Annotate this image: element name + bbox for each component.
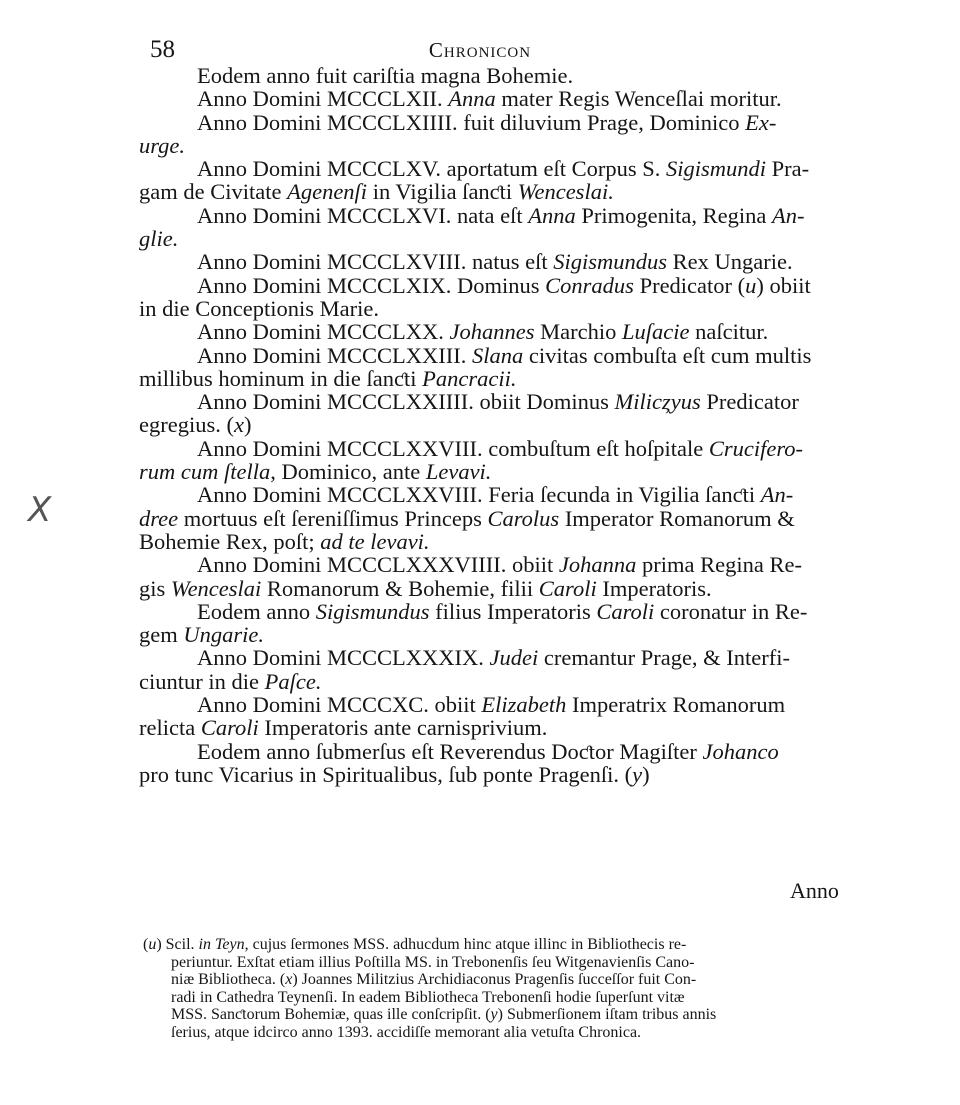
text-segment: Anno Domini MCCCLXXVIII. Feria ſecunda in Vigilia ſanƈti xyxy=(197,482,761,508)
italic-text-segment: An- xyxy=(771,202,805,228)
text-segment: gis xyxy=(139,575,171,601)
italic-text-segment: Caroli xyxy=(200,715,259,741)
text-segment: ſerius, atque idcirco anno 1393. accidiſſe memorant alia vetuſta Chronica. xyxy=(171,1023,642,1041)
page-number: 58 xyxy=(150,36,175,63)
italic-text-segment: ad te levavi. xyxy=(320,528,430,554)
text-segment: Predicator xyxy=(700,389,799,415)
text-segment: gam de Civitate xyxy=(139,179,288,205)
text-segment: egregius. ( xyxy=(139,412,234,438)
italic-text-segment: Ungarie. xyxy=(183,622,264,648)
text-segment: ) Submerſionem iſtam tribus annis xyxy=(497,1006,717,1024)
text-segment: ) obiit xyxy=(756,272,811,298)
italic-text-segment: An- xyxy=(760,482,794,508)
page-header xyxy=(0,36,960,66)
italic-text-segment: Johannes xyxy=(449,319,535,345)
body-text-line xyxy=(139,437,904,460)
italic-text-segment: Johanco xyxy=(702,738,779,764)
italic-text-segment: dree xyxy=(139,505,179,531)
body-text-line xyxy=(139,716,904,739)
footnote-line xyxy=(143,989,905,1007)
text-segment: ( xyxy=(143,936,149,953)
body-text-line xyxy=(139,600,904,623)
text-segment: gem xyxy=(139,622,184,648)
body-text-line xyxy=(139,763,904,786)
text-segment: filius Imperatoris xyxy=(429,598,597,624)
text-segment: Anno Domini MCCCLXII. xyxy=(197,86,449,112)
text-segment: cremantur Prage, & Interfi- xyxy=(538,645,791,671)
text-segment: Anno Domini MCCCLXVIII. natus eſt xyxy=(197,249,554,275)
italic-text-segment: Luſacie xyxy=(622,319,690,345)
body-text-line xyxy=(139,274,904,297)
text-segment: ) Joannes Militzius Archidiaconus Pragenſis ſucceſſor fuit Con- xyxy=(292,971,697,989)
body-text-line xyxy=(139,204,904,227)
body-text-line xyxy=(139,64,904,87)
body-text-line xyxy=(139,227,904,250)
text-segment: Imperatrix Romanorum xyxy=(566,692,786,718)
text-segment: Eodem anno ſubmerſus eſt Reverendus Doƈtor Magiſter xyxy=(197,738,703,764)
italic-text-segment: x xyxy=(233,412,244,438)
body-text-line xyxy=(139,693,904,716)
body-text-line xyxy=(139,134,904,157)
text-segment: , cujus ſermones MSS. adhucdum hinc atque illinc in Bibliothecis re- xyxy=(244,936,687,953)
footnote-line xyxy=(143,971,905,989)
italic-text-segment: u xyxy=(148,936,157,953)
text-segment: Predicator ( xyxy=(633,272,746,298)
body-text-line xyxy=(139,111,904,134)
text-segment: MSS. Sanƈtorum Bohemiæ, quas ille conſcripſit. ( xyxy=(171,1006,491,1024)
text-segment: Anno Domini MCCCLXIX. Dominus xyxy=(197,272,546,298)
body-text-line xyxy=(139,623,904,646)
text-segment: Primogenita, Regina xyxy=(575,202,772,228)
italic-text-segment: Ex- xyxy=(745,109,777,135)
italic-text-segment: Caroli xyxy=(538,575,597,601)
italic-text-segment: Pancracii. xyxy=(422,365,517,391)
italic-text-segment: Sigismundi xyxy=(665,156,766,182)
catchword: Anno xyxy=(790,878,839,903)
italic-text-segment: Crucifero- xyxy=(708,435,803,461)
italic-text-segment: x xyxy=(285,971,293,989)
text-segment: Romanorum & Bohemie, filii xyxy=(261,575,539,601)
italic-text-segment: rum cum ſtella xyxy=(139,459,271,485)
italic-text-segment: Agenenſi xyxy=(287,179,368,205)
italic-text-segment: Paſce. xyxy=(264,668,322,694)
text-segment: Anno Domini MCCCLXXVIII. combuſtum eſt hoſpitale xyxy=(197,435,709,461)
text-segment: ) Scil. xyxy=(156,936,199,953)
text-segment: ) xyxy=(243,412,252,438)
text-segment: Pra- xyxy=(766,156,810,182)
text-segment: Anno Domini MCCCXC. obiit xyxy=(197,692,482,718)
italic-text-segment: Sigismundus xyxy=(315,598,430,624)
body-text-line xyxy=(139,670,904,693)
footnote-line xyxy=(143,1006,905,1024)
text-segment: Anno Domini MCCCLXXXIX. xyxy=(197,645,490,671)
margin-annotation-mark: X xyxy=(28,490,52,530)
body-text-line xyxy=(139,250,904,273)
body-text-line xyxy=(139,646,904,669)
body-text-line xyxy=(139,297,904,320)
italic-text-segment: y xyxy=(632,761,643,787)
text-segment: Anno Domini MCCCLXIIII. fuit diluvium Prage, Dominico xyxy=(197,109,746,135)
text-segment: Anno Domini MCCCLXVI. nata eſt xyxy=(197,202,529,228)
body-text-line xyxy=(139,483,904,506)
italic-text-segment: Wenceslai. xyxy=(517,179,614,205)
italic-text-segment: Milicȥyus xyxy=(614,389,701,415)
text-segment: civitas combuſta eſt cum multis xyxy=(523,342,812,368)
text-segment: relicta xyxy=(139,715,201,741)
text-segment: prima Regina Re- xyxy=(636,552,802,578)
body-text-line xyxy=(139,180,904,203)
italic-text-segment: Wenceslai xyxy=(170,575,262,601)
footnote-line xyxy=(143,1024,905,1042)
text-segment: Eodem anno fuit cariſtia magna Bohemie. xyxy=(197,63,574,88)
body-text-line xyxy=(139,577,904,600)
body-text-line xyxy=(139,530,904,553)
italic-text-segment: urge. xyxy=(139,132,186,158)
text-segment: pro tunc Vicarius in Spiritualibus, ſub ponte Pragenſi. ( xyxy=(139,761,633,787)
italic-text-segment: glie. xyxy=(139,226,179,252)
text-segment: mater Regis Wenceſlai moritur. xyxy=(495,86,782,112)
text-segment: Bohemie Rex, poſt; xyxy=(139,528,321,554)
italic-text-segment: Anna xyxy=(528,202,576,228)
text-segment: , Dominico, ante xyxy=(270,459,426,485)
text-segment: radi in Cathedra Teynenſi. In eadem Bibliotheca Trebonenſi hodie ſuperſunt vitæ xyxy=(171,988,685,1006)
running-title: Chronicon xyxy=(428,38,532,62)
text-segment: Anno Domini MCCCLXV. aportatum eſt Corpus S. xyxy=(197,156,666,182)
italic-text-segment: Conradus xyxy=(545,272,634,298)
italic-text-segment: Sigismundus xyxy=(553,249,667,275)
body-text-line xyxy=(139,320,904,343)
text-segment: in Vigilia ſanƈti xyxy=(367,179,518,205)
italic-text-segment: u xyxy=(745,272,757,298)
text-segment: millibus hominum in die ſanƈti xyxy=(139,365,423,391)
italic-text-segment: Judei xyxy=(489,645,539,671)
body-text-line xyxy=(139,740,904,763)
text-segment: Anno Domini MCCCLXX. xyxy=(197,319,450,345)
italic-text-segment: Carolus xyxy=(487,505,560,531)
italic-text-segment: Caroli xyxy=(596,598,655,624)
italic-text-segment: Elizabeth xyxy=(481,692,567,718)
body-text-line xyxy=(139,344,904,367)
text-segment: Imperator Romanorum & xyxy=(559,505,795,531)
footnote-line xyxy=(143,936,905,954)
body-text-line xyxy=(139,157,904,180)
italic-text-segment: in Teyn xyxy=(198,936,245,953)
body-text-line xyxy=(139,390,904,413)
footnote-line xyxy=(143,954,905,972)
text-segment: Anno Domini MCCCLXXIII. xyxy=(197,342,472,368)
text-segment: coronatur in Re- xyxy=(654,598,808,624)
footnotes xyxy=(143,936,905,1042)
text-segment: ciuntur in die xyxy=(139,668,265,694)
body-text-line xyxy=(139,460,904,483)
body-text-line xyxy=(139,413,904,436)
text-segment: Rex Ungarie. xyxy=(667,249,793,275)
body-text-line xyxy=(139,367,904,390)
text-segment: naſcitur. xyxy=(689,319,769,345)
italic-text-segment: Anna xyxy=(448,86,496,112)
text-segment: Imperatoris ante carnisprivium. xyxy=(258,715,548,741)
text-segment: Imperatoris. xyxy=(596,575,712,601)
text-segment: Anno Domini MCCCLXXIIII. obiit Dominus xyxy=(197,389,615,415)
text-segment: mortuus eſt ſereniſſimus Princeps xyxy=(178,505,488,531)
text-segment: Marchio xyxy=(534,319,622,345)
italic-text-segment: Johanna xyxy=(558,552,637,578)
chronicle-body-text xyxy=(139,64,904,786)
text-segment: Anno Domini MCCCLXXXVIIII. obiit xyxy=(197,552,559,578)
body-text-line xyxy=(139,553,904,576)
text-segment: periuntur. Exſtat etiam illius Poſtilla MS. in Trebonenſis ſeu Witgenavienſis Cano- xyxy=(171,953,695,971)
body-text-line xyxy=(139,87,904,110)
body-text-line xyxy=(139,507,904,530)
text-segment: in die Conceptionis Marie. xyxy=(139,295,379,321)
italic-text-segment: Slana xyxy=(472,342,524,368)
text-segment: niæ Bibliotheca. ( xyxy=(171,971,286,989)
text-segment: Eodem anno xyxy=(197,598,316,624)
italic-text-segment: Levavi. xyxy=(425,459,492,485)
text-segment: ) xyxy=(642,761,650,787)
italic-text-segment: y xyxy=(490,1006,498,1024)
